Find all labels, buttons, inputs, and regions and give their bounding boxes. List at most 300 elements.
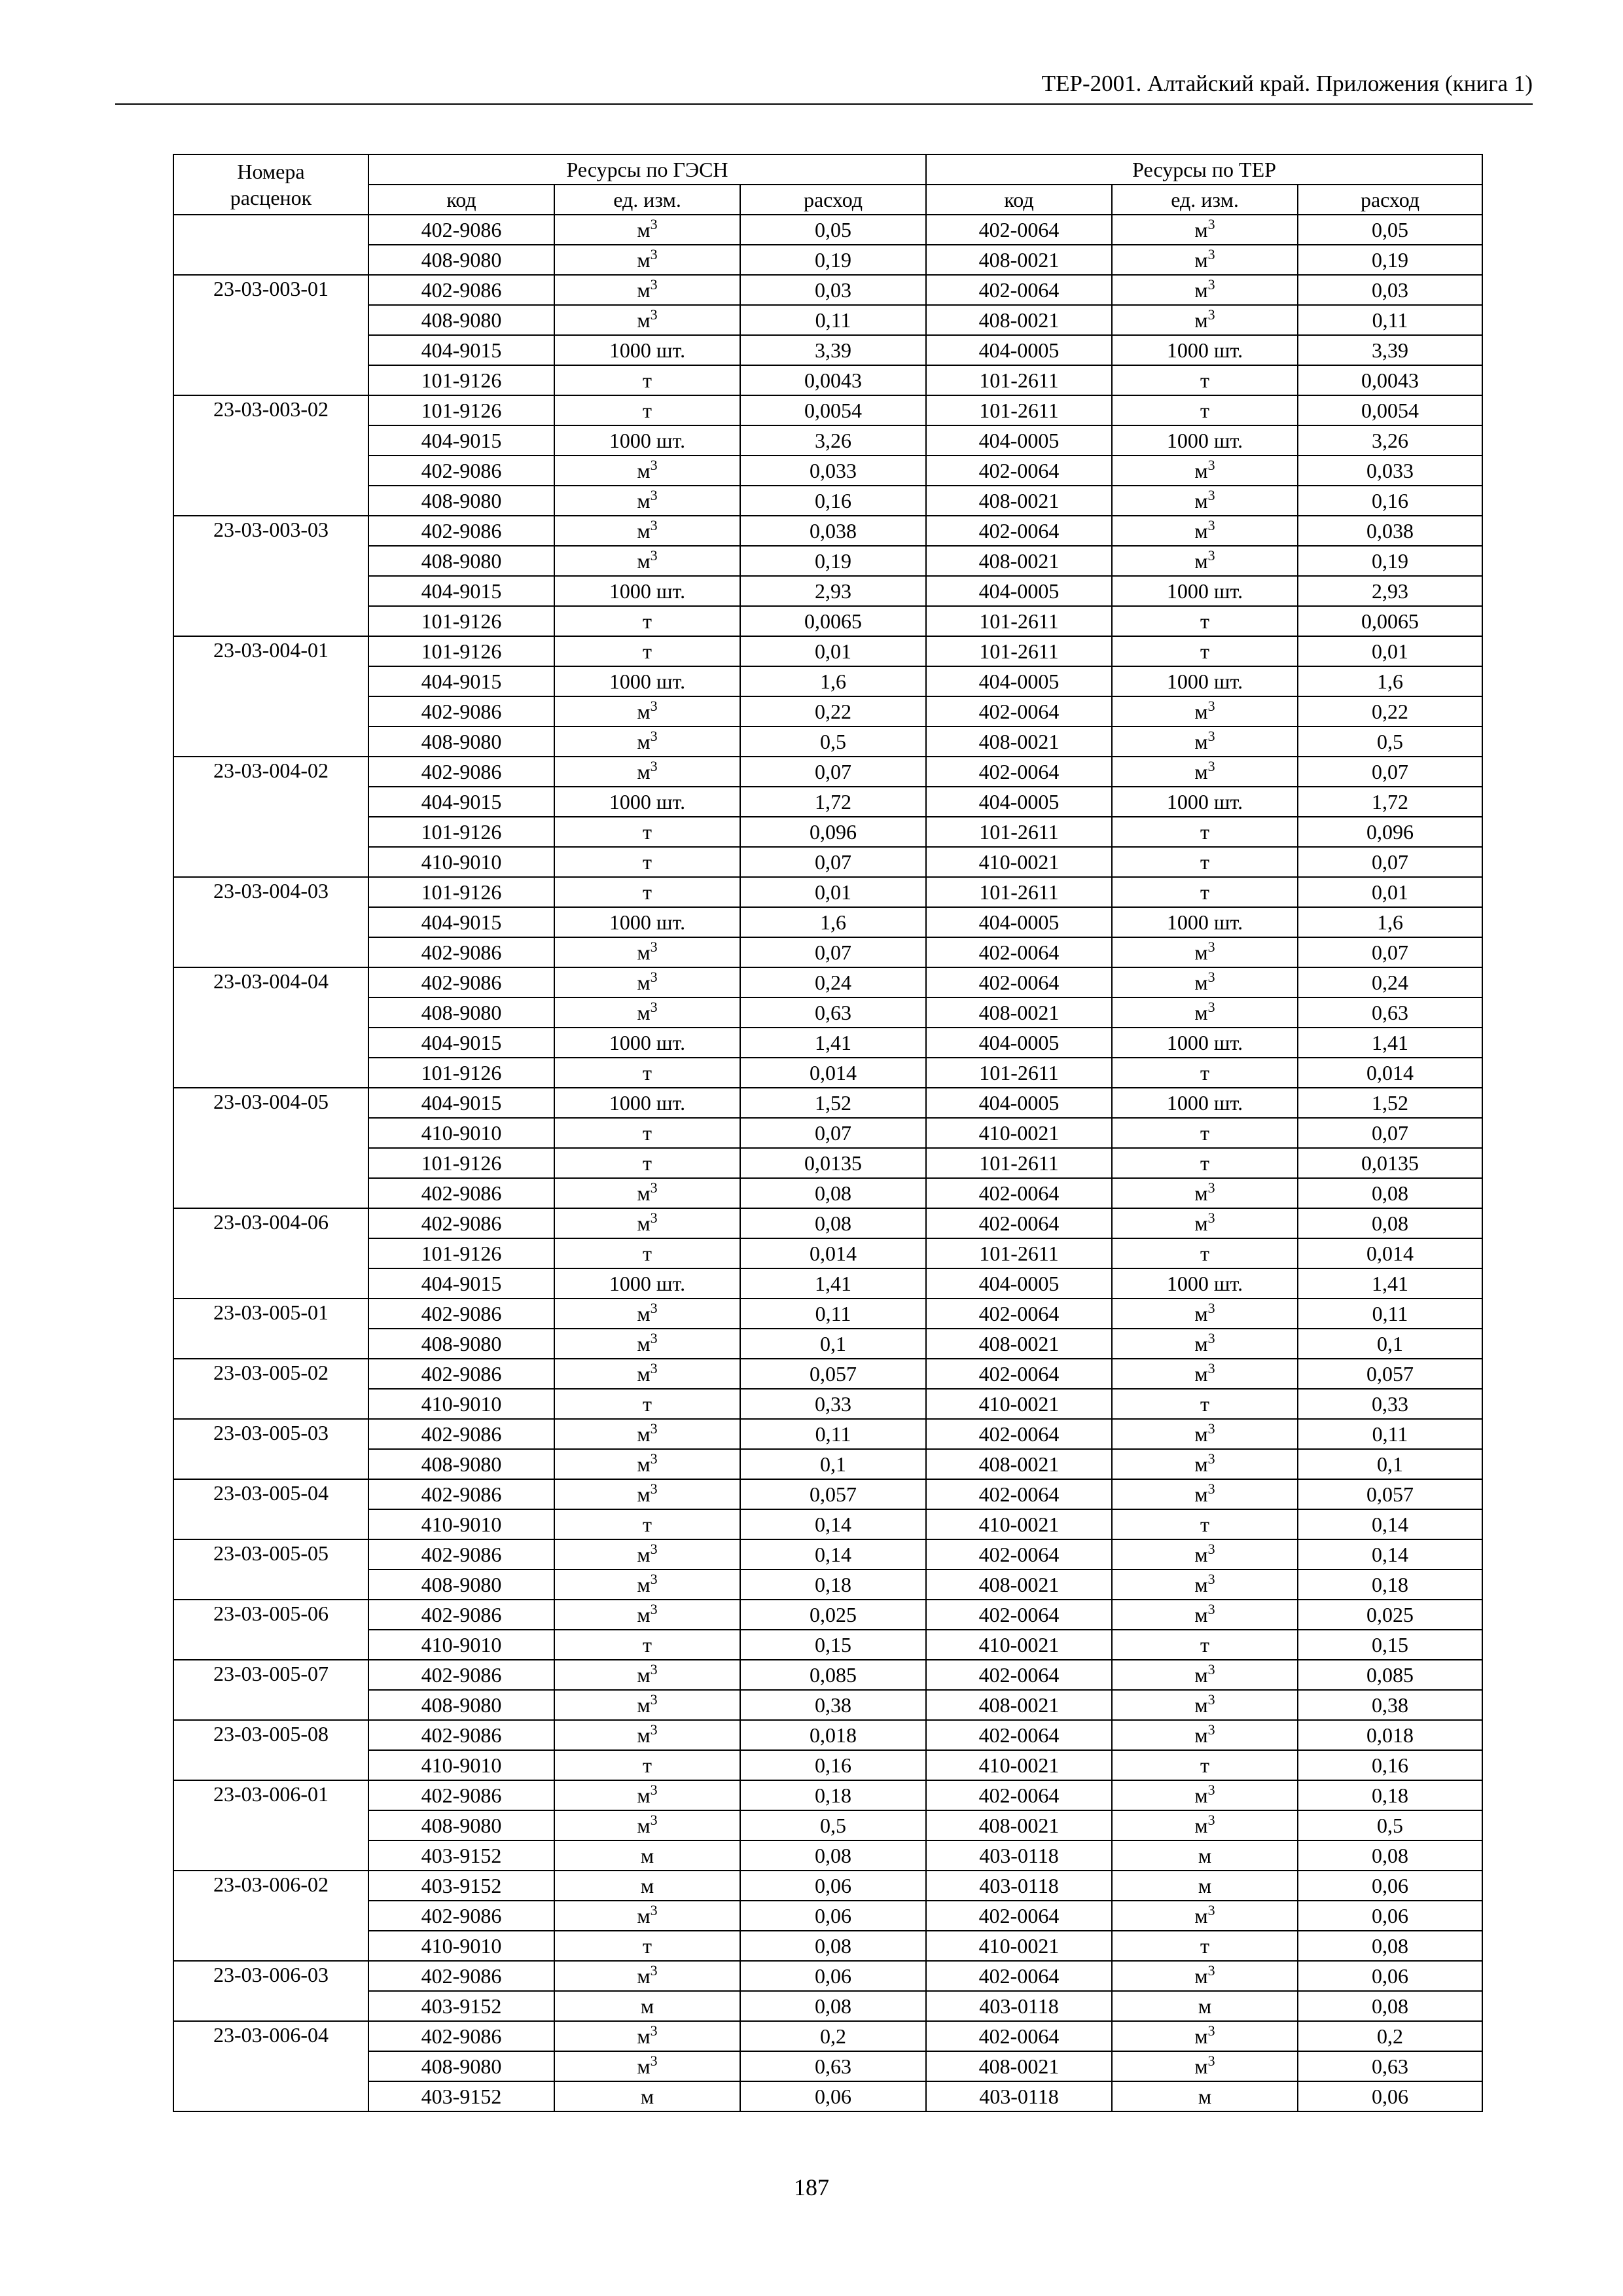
gesn-code-cell: 404-9015: [368, 1088, 554, 1118]
rate-number-cell: [173, 1118, 368, 1148]
gesn-unit-cell: $м^3$: [554, 757, 740, 787]
ter-code-cell: 408-0021: [926, 726, 1112, 757]
gesn-code-cell: 408-9080: [368, 726, 554, 757]
rate-number-cell: [173, 1991, 368, 2021]
gesn-unit-cell: $м^3$: [554, 1600, 740, 1630]
gesn-code-header: код: [368, 185, 554, 215]
rate-number-cell: [173, 606, 368, 636]
gesn-unit-cell: т: [554, 877, 740, 907]
gesn-unit-cell: т: [554, 606, 740, 636]
ter-code-cell: 404-0005: [926, 1088, 1112, 1118]
rate-number-cell: [173, 1329, 368, 1359]
ter-consumption-cell: 1,52: [1298, 1088, 1482, 1118]
gesn-code-cell: 410-9010: [368, 1509, 554, 1539]
ter-unit-cell: т: [1112, 1058, 1298, 1088]
gesn-unit-cell: $м^3$: [554, 1570, 740, 1600]
gesn-unit-cell: т: [554, 1238, 740, 1268]
gesn-unit-cell: т: [554, 1389, 740, 1419]
table-row: [173, 335, 1482, 365]
gesn-code-cell: 101-9126: [368, 365, 554, 395]
rate-number-cell: [173, 576, 368, 606]
gesn-unit-cell: $м^3$: [554, 2051, 740, 2081]
table-row: [173, 1991, 1482, 2021]
ter-unit-cell: $м^3$: [1112, 516, 1298, 546]
gesn-consumption-cell: 3,26: [740, 425, 926, 456]
ter-unit-cell: $м^3$: [1112, 1178, 1298, 1208]
gesn-unit-header: ед. изм.: [554, 185, 740, 215]
rate-number-cell: [173, 696, 368, 726]
gesn-code-cell: 402-9086: [368, 456, 554, 486]
table-row: [173, 1690, 1482, 1720]
ter-unit-cell: $м^3$: [1112, 997, 1298, 1028]
gesn-code-cell: 403-9152: [368, 1840, 554, 1871]
table-row: [173, 847, 1482, 877]
rate-number-cell: [173, 1449, 368, 1479]
ter-code-cell: 402-0064: [926, 1208, 1112, 1238]
table-row: [173, 1840, 1482, 1871]
gesn-code-cell: 101-9126: [368, 395, 554, 425]
gesn-consumption-cell: 0,096: [740, 817, 926, 847]
gesn-code-cell: 402-9086: [368, 215, 554, 245]
gesn-code-cell: 410-9010: [368, 847, 554, 877]
ter-consumption-cell: 0,33: [1298, 1389, 1482, 1419]
ter-consumption-cell: 0,07: [1298, 847, 1482, 877]
gesn-unit-cell: 1000 шт.: [554, 1268, 740, 1299]
gesn-code-cell: 408-9080: [368, 2051, 554, 2081]
ter-unit-cell: м: [1112, 1840, 1298, 1871]
gesn-consumption-cell: 0,057: [740, 1359, 926, 1389]
ter-consumption-cell: 0,2: [1298, 2021, 1482, 2051]
table-row: [173, 1600, 1482, 1630]
ter-code-cell: 402-0064: [926, 2021, 1112, 2051]
gesn-consumption-cell: 0,5: [740, 726, 926, 757]
gesn-code-cell: 101-9126: [368, 877, 554, 907]
gesn-unit-cell: $м^3$: [554, 997, 740, 1028]
gesn-unit-cell: $м^3$: [554, 1690, 740, 1720]
rate-number-cell: [173, 456, 368, 486]
table-row: [173, 1630, 1482, 1660]
table-row: [173, 1901, 1482, 1931]
table-head: [173, 154, 1482, 215]
gesn-unit-cell: т: [554, 1750, 740, 1780]
gesn-unit-cell: $м^3$: [554, 967, 740, 997]
rate-number-cell: [173, 425, 368, 456]
ter-consumption-cell: 0,16: [1298, 486, 1482, 516]
gesn-code-cell: 403-9152: [368, 1991, 554, 2021]
ter-unit-cell: $м^3$: [1112, 1961, 1298, 1991]
ter-code-cell: 402-0064: [926, 1359, 1112, 1389]
ter-code-cell: 404-0005: [926, 907, 1112, 937]
gesn-unit-cell: т: [554, 1509, 740, 1539]
gesn-unit-cell: $м^3$: [554, 1780, 740, 1810]
table-row: [173, 365, 1482, 395]
rate-number-cell: [173, 907, 368, 937]
table-row: [173, 907, 1482, 937]
ter-unit-cell: $м^3$: [1112, 1720, 1298, 1750]
ter-code-cell: 402-0064: [926, 516, 1112, 546]
table-row: [173, 1479, 1482, 1509]
rate-number-cell: [173, 1058, 368, 1088]
rate-number-cell: [173, 1148, 368, 1178]
ter-consumption-cell: 0,05: [1298, 215, 1482, 245]
ter-unit-cell: $м^3$: [1112, 215, 1298, 245]
rate-number-cell: 23-03-004-04: [173, 967, 368, 997]
gesn-resources-header: Ресурсы по ГЭСН: [368, 154, 926, 185]
ter-consumption-cell: 0,08: [1298, 1208, 1482, 1238]
ter-code-cell: 101-2611: [926, 817, 1112, 847]
gesn-consumption-cell: 0,11: [740, 305, 926, 335]
rate-number-cell: 23-03-004-05: [173, 1088, 368, 1118]
table-row: [173, 2021, 1482, 2051]
ter-consumption-cell: 0,11: [1298, 1419, 1482, 1449]
ter-unit-cell: т: [1112, 847, 1298, 877]
rate-numbers-header: [173, 154, 368, 215]
ter-code-cell: 408-0021: [926, 1329, 1112, 1359]
rate-number-cell: [173, 1750, 368, 1780]
ter-unit-cell: $м^3$: [1112, 2051, 1298, 2081]
table-row: [173, 1389, 1482, 1419]
ter-unit-cell: 1000 шт.: [1112, 787, 1298, 817]
ter-unit-cell: 1000 шт.: [1112, 1088, 1298, 1118]
rate-number-cell: [173, 787, 368, 817]
gesn-code-cell: 408-9080: [368, 1329, 554, 1359]
ter-unit-cell: $м^3$: [1112, 305, 1298, 335]
ter-consumption-cell: 0,24: [1298, 967, 1482, 997]
rate-number-cell: [173, 726, 368, 757]
ter-code-cell: 410-0021: [926, 847, 1112, 877]
rate-number-cell: [173, 1690, 368, 1720]
ter-unit-header: ед. изм.: [1112, 185, 1298, 215]
gesn-consumption-cell: 0,1: [740, 1329, 926, 1359]
ter-consumption-cell: 0,5: [1298, 1810, 1482, 1840]
page-number: 187: [794, 2174, 829, 2200]
gesn-unit-cell: $м^3$: [554, 305, 740, 335]
table-row: [173, 757, 1482, 787]
table-row: [173, 1148, 1482, 1178]
gesn-code-cell: 404-9015: [368, 787, 554, 817]
gesn-code-cell: 408-9080: [368, 486, 554, 516]
gesn-unit-cell: т: [554, 1148, 740, 1178]
ter-consumption-cell: 1,41: [1298, 1028, 1482, 1058]
ter-code-cell: 408-0021: [926, 2051, 1112, 2081]
table-row: [173, 2051, 1482, 2081]
ter-unit-cell: 1000 шт.: [1112, 666, 1298, 696]
ter-consumption-cell: 0,19: [1298, 546, 1482, 576]
gesn-code-cell: 402-9086: [368, 1961, 554, 1991]
ter-consumption-cell: 0,057: [1298, 1479, 1482, 1509]
gesn-consumption-cell: 0,07: [740, 757, 926, 787]
ter-consumption-cell: 0,14: [1298, 1539, 1482, 1570]
gesn-unit-cell: $м^3$: [554, 1479, 740, 1509]
rate-number-cell: [173, 1389, 368, 1419]
rate-number-cell: [173, 817, 368, 847]
gesn-consumption-cell: 0,38: [740, 1690, 926, 1720]
gesn-unit-cell: т: [554, 395, 740, 425]
gesn-unit-cell: 1000 шт.: [554, 787, 740, 817]
ter-unit-cell: 1000 шт.: [1112, 907, 1298, 937]
rate-number-cell: [173, 365, 368, 395]
gesn-consumption-cell: 1,41: [740, 1028, 926, 1058]
gesn-consumption-cell: 0,0043: [740, 365, 926, 395]
rate-number-cell: [173, 2051, 368, 2081]
gesn-unit-cell: $м^3$: [554, 2021, 740, 2051]
ter-code-cell: 404-0005: [926, 425, 1112, 456]
table-row: [173, 1539, 1482, 1570]
rate-number-cell: [173, 546, 368, 576]
gesn-consumption-cell: 0,01: [740, 636, 926, 666]
ter-code-cell: 101-2611: [926, 606, 1112, 636]
gesn-consumption-cell: 0,05: [740, 215, 926, 245]
ter-unit-cell: т: [1112, 1509, 1298, 1539]
ter-code-cell: 402-0064: [926, 275, 1112, 305]
ter-consumption-cell: 0,06: [1298, 1871, 1482, 1901]
rate-number-cell: 23-03-005-03: [173, 1419, 368, 1449]
ter-consumption-cell: 0,096: [1298, 817, 1482, 847]
gesn-code-cell: 402-9086: [368, 1178, 554, 1208]
ter-code-cell: 404-0005: [926, 1268, 1112, 1299]
table-row: [173, 636, 1482, 666]
gesn-unit-cell: $м^3$: [554, 1539, 740, 1570]
gesn-consumption-cell: 0,08: [740, 1840, 926, 1871]
rate-number-cell: 23-03-006-04: [173, 2021, 368, 2051]
gesn-consumption-cell: 0,24: [740, 967, 926, 997]
gesn-consumption-cell: 0,06: [740, 2081, 926, 2111]
gesn-consumption-cell: 0,11: [740, 1419, 926, 1449]
ter-unit-cell: $м^3$: [1112, 1208, 1298, 1238]
ter-unit-cell: $м^3$: [1112, 245, 1298, 275]
ter-unit-cell: 1000 шт.: [1112, 335, 1298, 365]
gesn-code-cell: 402-9086: [368, 1780, 554, 1810]
gesn-code-cell: 408-9080: [368, 245, 554, 275]
table-row: [173, 486, 1482, 516]
ter-code-cell: 404-0005: [926, 666, 1112, 696]
ter-consumption-cell: 0,0135: [1298, 1148, 1482, 1178]
rate-number-cell: 23-03-003-03: [173, 516, 368, 546]
ter-code-cell: 404-0005: [926, 787, 1112, 817]
table-row: [173, 275, 1482, 305]
gesn-code-cell: 402-9086: [368, 2021, 554, 2051]
gesn-consumption-cell: 0,08: [740, 1931, 926, 1961]
gesn-consumption-cell: 0,1: [740, 1449, 926, 1479]
ter-code-cell: 410-0021: [926, 1931, 1112, 1961]
ter-unit-cell: $м^3$: [1112, 1539, 1298, 1570]
running-header: ТЕР-2001. Алтайский край. Приложения (книга 1): [1041, 71, 1533, 96]
ter-unit-cell: т: [1112, 395, 1298, 425]
gesn-consumption-cell: 0,16: [740, 486, 926, 516]
gesn-consumption-cell: 0,018: [740, 1720, 926, 1750]
ter-unit-cell: $м^3$: [1112, 1299, 1298, 1329]
ter-consumption-cell: 0,1: [1298, 1329, 1482, 1359]
ter-unit-cell: м: [1112, 1871, 1298, 1901]
ter-consumption-cell: 0,63: [1298, 2051, 1482, 2081]
table-row: [173, 1118, 1482, 1148]
gesn-code-cell: 402-9086: [368, 937, 554, 967]
ter-consumption-cell: 0,08: [1298, 1840, 1482, 1871]
ter-code-cell: 403-0118: [926, 1991, 1112, 2021]
gesn-consumption-cell: 0,085: [740, 1660, 926, 1690]
gesn-code-cell: 402-9086: [368, 1660, 554, 1690]
table-body: [173, 215, 1482, 2111]
gesn-code-cell: 404-9015: [368, 1268, 554, 1299]
ter-consumption-cell: 0,014: [1298, 1238, 1482, 1268]
ter-unit-cell: т: [1112, 1630, 1298, 1660]
ter-consumption-cell: 0,06: [1298, 1901, 1482, 1931]
ter-consumption-cell: 0,0065: [1298, 606, 1482, 636]
rate-number-cell: [173, 666, 368, 696]
gesn-consumption-cell: 1,6: [740, 666, 926, 696]
table-row: [173, 1931, 1482, 1961]
gesn-consumption-cell: 0,06: [740, 1961, 926, 1991]
ter-code-cell: 408-0021: [926, 245, 1112, 275]
table-row: [173, 1660, 1482, 1690]
ter-unit-cell: т: [1112, 365, 1298, 395]
gesn-code-cell: 403-9152: [368, 2081, 554, 2111]
ter-unit-cell: $м^3$: [1112, 1810, 1298, 1840]
ter-code-cell: 402-0064: [926, 1178, 1112, 1208]
gesn-code-cell: 408-9080: [368, 305, 554, 335]
ter-code-cell: 402-0064: [926, 215, 1112, 245]
gesn-unit-cell: $м^3$: [554, 1329, 740, 1359]
table-row: [173, 1268, 1482, 1299]
ter-consumption-cell: 0,15: [1298, 1630, 1482, 1660]
gesn-consumption-cell: 0,16: [740, 1750, 926, 1780]
rate-number-cell: [173, 335, 368, 365]
ter-code-cell: 410-0021: [926, 1750, 1112, 1780]
gesn-unit-cell: $м^3$: [554, 1299, 740, 1329]
gesn-unit-cell: $м^3$: [554, 1961, 740, 1991]
ter-consumption-cell: 0,0043: [1298, 365, 1482, 395]
ter-consumption-cell: 0,025: [1298, 1600, 1482, 1630]
ter-unit-cell: $м^3$: [1112, 1600, 1298, 1630]
gesn-code-cell: 402-9086: [368, 1600, 554, 1630]
ter-unit-cell: т: [1112, 817, 1298, 847]
gesn-consumption-cell: 0,22: [740, 696, 926, 726]
gesn-unit-cell: $м^3$: [554, 456, 740, 486]
table-head-row-2: [173, 185, 1482, 215]
ter-unit-cell: $м^3$: [1112, 1901, 1298, 1931]
ter-unit-cell: $м^3$: [1112, 1329, 1298, 1359]
rate-number-cell: 23-03-005-01: [173, 1299, 368, 1329]
resource-table: [173, 154, 1483, 2112]
ter-unit-cell: $м^3$: [1112, 1660, 1298, 1690]
ter-consumption-cell: 0,08: [1298, 1178, 1482, 1208]
ter-code-cell: 408-0021: [926, 546, 1112, 576]
ter-code-cell: 410-0021: [926, 1509, 1112, 1539]
gesn-consumption-cell: 0,63: [740, 2051, 926, 2081]
ter-consumption-cell: 0,38: [1298, 1690, 1482, 1720]
ter-code-cell: 402-0064: [926, 1299, 1112, 1329]
gesn-unit-cell: т: [554, 1058, 740, 1088]
ter-code-cell: 101-2611: [926, 1058, 1112, 1088]
gesn-code-cell: 408-9080: [368, 1570, 554, 1600]
gesn-unit-cell: т: [554, 365, 740, 395]
table-row: [173, 1720, 1482, 1750]
ter-code-cell: 402-0064: [926, 1780, 1112, 1810]
ter-code-cell: 408-0021: [926, 997, 1112, 1028]
ter-unit-cell: т: [1112, 1931, 1298, 1961]
gesn-consumption-cell: 0,06: [740, 1901, 926, 1931]
ter-consumption-header: расход: [1298, 185, 1482, 215]
gesn-code-cell: 402-9086: [368, 757, 554, 787]
gesn-consumption-cell: 0,0054: [740, 395, 926, 425]
gesn-unit-cell: $м^3$: [554, 245, 740, 275]
ter-consumption-cell: 0,18: [1298, 1780, 1482, 1810]
ter-unit-cell: $м^3$: [1112, 967, 1298, 997]
ter-consumption-cell: 1,41: [1298, 1268, 1482, 1299]
ter-consumption-cell: 1,6: [1298, 666, 1482, 696]
ter-unit-cell: $м^3$: [1112, 275, 1298, 305]
rate-number-cell: 23-03-003-02: [173, 395, 368, 425]
rate-number-cell: 23-03-004-03: [173, 877, 368, 907]
table-row: [173, 2081, 1482, 2111]
rate-number-cell: [173, 1810, 368, 1840]
ter-code-cell: 402-0064: [926, 937, 1112, 967]
ter-consumption-cell: 2,93: [1298, 576, 1482, 606]
gesn-consumption-cell: 0,033: [740, 456, 926, 486]
table-row: [173, 937, 1482, 967]
gesn-unit-cell: $м^3$: [554, 1901, 740, 1931]
rate-number-cell: 23-03-006-03: [173, 1961, 368, 1991]
ter-consumption-cell: 0,014: [1298, 1058, 1482, 1088]
gesn-consumption-cell: 0,5: [740, 1810, 926, 1840]
table-row: [173, 696, 1482, 726]
ter-code-cell: 402-0064: [926, 757, 1112, 787]
ter-consumption-cell: 0,14: [1298, 1509, 1482, 1539]
ter-unit-cell: т: [1112, 1750, 1298, 1780]
rate-number-cell: [173, 305, 368, 335]
ter-consumption-cell: 0,03: [1298, 275, 1482, 305]
table-row: [173, 1238, 1482, 1268]
ter-unit-cell: $м^3$: [1112, 1359, 1298, 1389]
gesn-consumption-header: расход: [740, 185, 926, 215]
ter-code-cell: 408-0021: [926, 1570, 1112, 1600]
gesn-code-cell: 404-9015: [368, 335, 554, 365]
table-row: [173, 516, 1482, 546]
ter-consumption-cell: 3,39: [1298, 335, 1482, 365]
gesn-code-cell: 101-9126: [368, 1148, 554, 1178]
ter-code-cell: 408-0021: [926, 305, 1112, 335]
ter-unit-cell: т: [1112, 1118, 1298, 1148]
rate-number-cell: [173, 2081, 368, 2111]
table-row: [173, 997, 1482, 1028]
table-row: [173, 576, 1482, 606]
ter-consumption-cell: 0,5: [1298, 726, 1482, 757]
rate-number-cell: [173, 215, 368, 245]
ter-consumption-cell: 0,038: [1298, 516, 1482, 546]
gesn-consumption-cell: 1,6: [740, 907, 926, 937]
gesn-consumption-cell: 0,06: [740, 1871, 926, 1901]
ter-code-cell: 402-0064: [926, 1479, 1112, 1509]
ter-unit-cell: $м^3$: [1112, 1479, 1298, 1509]
ter-code-cell: 404-0005: [926, 335, 1112, 365]
gesn-consumption-cell: 0,11: [740, 1299, 926, 1329]
ter-unit-cell: $м^3$: [1112, 1449, 1298, 1479]
ter-consumption-cell: 0,19: [1298, 245, 1482, 275]
table-row: [173, 1871, 1482, 1901]
gesn-consumption-cell: 0,14: [740, 1509, 926, 1539]
ter-code-cell: 410-0021: [926, 1389, 1112, 1419]
gesn-unit-cell: $м^3$: [554, 1810, 740, 1840]
ter-code-cell: 404-0005: [926, 576, 1112, 606]
gesn-consumption-cell: 0,08: [740, 1208, 926, 1238]
table-row: [173, 456, 1482, 486]
rate-number-cell: [173, 1630, 368, 1660]
ter-code-cell: 402-0064: [926, 1539, 1112, 1570]
gesn-consumption-cell: 0,14: [740, 1539, 926, 1570]
ter-unit-cell: $м^3$: [1112, 456, 1298, 486]
gesn-consumption-cell: 0,014: [740, 1238, 926, 1268]
table-row: [173, 1028, 1482, 1058]
